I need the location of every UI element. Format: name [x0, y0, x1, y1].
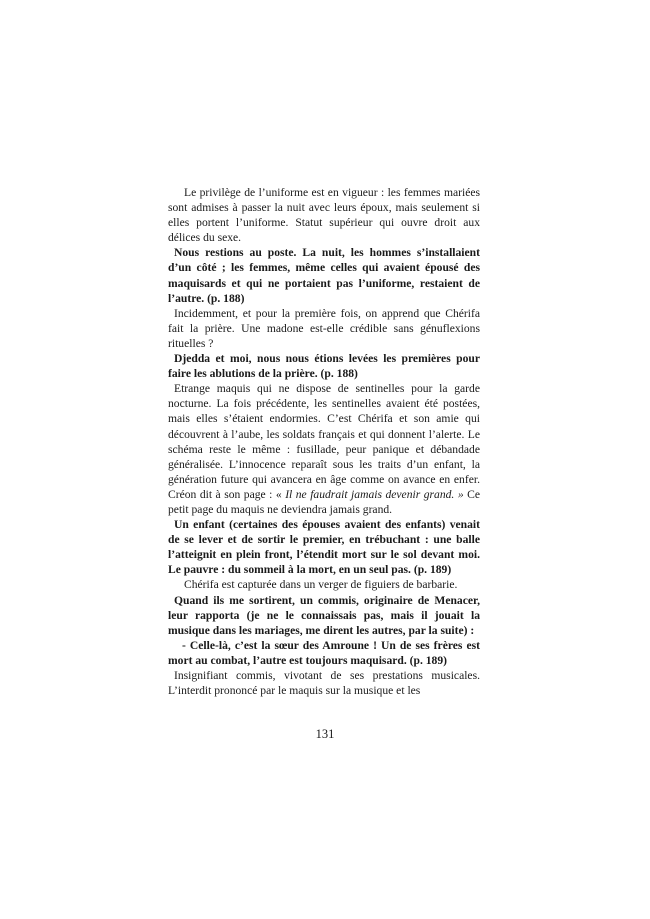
commentary-text: Ce petit page du maquis ne deviendra jamais grand.: [168, 487, 480, 516]
commentary-paragraph: Le privilège de l’uniforme est en vigueur : les femmes mariées sont admises à passer la nuit avec leurs époux, mais seulement si elles portent l’uniforme. Statut supérieur qui ouvre droit aux délices du sexe.: [168, 186, 480, 245]
commentary-paragraph: [168, 381, 480, 517]
commentary-paragraph: Chérifa est capturée dans un verger de figuiers de barbarie.: [184, 578, 458, 592]
commentary-paragraph: Insignifiant commis, vivotant de ses prestations musicales. L’interdit prononcé par le maquis sur la musique et les: [168, 669, 480, 698]
quote-paragraph: Nous restions au poste. La nuit, les hommes s’installaient d’un côté ; les femmes, même celles qui avaient épousé des maquisards et qui ne portaient pas l’uniforme, restaient de l’autre. (p. 188): [168, 246, 480, 305]
commentary-paragraph: Incidemment, et pour la première fois, on apprend que Chérifa fait la prière. Une madone est-elle crédible sans génuflexions rituelles ?: [168, 306, 480, 350]
creon-citation: Il ne faudrait jamais devenir grand. »: [285, 487, 464, 501]
page-number: 131: [315, 727, 335, 741]
page-body: [168, 185, 480, 698]
quote-paragraph: Un enfant (certaines des épouses avaient des enfants) venait de se lever et de sortir le premier, en trébuchant : une balle l’atteignit en plein front, l’étendit mort sur le sol devant moi. Le pauvre : du sommeil à la mort, en un seul pas. (p. 189): [168, 518, 480, 577]
quote-paragraph: Djedda et moi, nous nous étions levées les premières pour faire les ablutions de la prière. (p. 188): [168, 352, 480, 381]
commentary-text: Etrange maquis qui ne dispose de sentinelles pour la garde nocturne. La fois précédente, les sentinelles avaient été postées, mais elles s’étaient endormies. C’est Chérifa et son amie qui découvrent à l’aube, les soldats français et qui donnent l’alerte. Le schéma reste le même : fusillade, peur panique et débandade généralisée. L’innocence reparaît sous les traits d’un enfant, la génération future qui avancera en âge comme on avance en enfer. Créon dit à son page : «: [168, 382, 480, 501]
quote-paragraph: Quand ils me sortirent, un commis, originaire de Menacer, leur rapporta (je ne le connaissais pas, mais il jouait la musique dans les mariages, me dirent les autres, par la suite) :: [168, 593, 480, 637]
dialogue-quote-paragraph: - Celle-là, c’est la sœur des Amroune ! Un de ses frères est mort au combat, l’autre est toujours maquisard. (p. 189): [168, 638, 480, 667]
